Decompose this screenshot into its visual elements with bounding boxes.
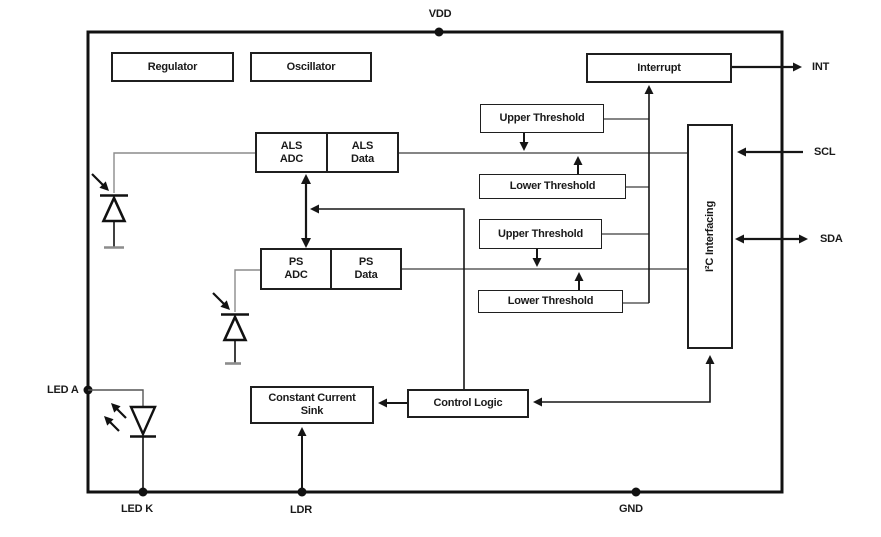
ps-lower-threshold-label: Lower Threshold xyxy=(507,295,594,307)
interrupt-arrowhead xyxy=(645,85,654,94)
scl-arrowhead xyxy=(737,148,746,157)
ps-light-arrow-line xyxy=(213,293,225,305)
led-anode-wire xyxy=(88,390,143,407)
ldr-pin-label: LDR xyxy=(290,504,313,516)
sda-left-arrowhead xyxy=(735,235,744,244)
ldr-arrowhead xyxy=(298,427,307,436)
threshold-arrowheads xyxy=(520,142,584,281)
control-logic-feedback-wire xyxy=(317,209,464,389)
i2c-interfacing-label: I²C Interfacing xyxy=(703,201,716,272)
oscillator-block xyxy=(250,52,372,82)
ps-upper-threshold-label: Upper Threshold xyxy=(497,227,583,240)
control-logic-block xyxy=(407,389,529,418)
regulator-label: Regulator xyxy=(147,60,198,73)
als-data-cell xyxy=(326,134,397,171)
led-k-pin-label: LED K xyxy=(121,503,154,515)
sink-arrowhead xyxy=(378,399,387,408)
ps-block xyxy=(260,248,402,290)
als-adc-label-line2: ADC xyxy=(279,152,304,165)
gnd-pin-dot xyxy=(632,488,641,497)
control-logic-arrowhead xyxy=(533,398,542,407)
constant-current-sink-block xyxy=(250,386,374,424)
ps-adc-label-line1: PS xyxy=(288,256,304,268)
i2c-to-control-logic-wire xyxy=(541,363,710,402)
feedback-arrowhead xyxy=(310,205,319,214)
ir-led xyxy=(88,390,156,492)
ps-photodiode-triangle xyxy=(225,317,246,340)
als-lower-threshold-block xyxy=(479,174,626,199)
vdd-pin-dot xyxy=(435,28,444,37)
als-block xyxy=(255,132,399,173)
als-photodiode-wire xyxy=(114,153,256,193)
interrupt-label: Interrupt xyxy=(637,61,681,74)
i2c-bottom-arrowhead xyxy=(706,355,715,364)
ps-adc-cell xyxy=(262,250,330,288)
i2c-interfacing-block xyxy=(687,124,733,349)
ps-lower-threshold-block xyxy=(478,290,623,313)
als-upper-threshold-label: Upper Threshold xyxy=(499,112,585,124)
ps-photodiode xyxy=(213,270,261,364)
gnd-pin-label: GND xyxy=(619,503,643,515)
als-upper-threshold-block xyxy=(480,104,604,133)
ps-data-label-line2: Data xyxy=(354,269,378,281)
ps-upper-arrowhead xyxy=(533,258,542,267)
als-photodiode xyxy=(92,153,256,248)
ps-data-label-line1: PS xyxy=(358,256,374,268)
als-lower-threshold-label: Lower Threshold xyxy=(509,180,596,192)
led-a-pin-label: LED A xyxy=(47,384,79,396)
sda-pin-label: SDA xyxy=(820,233,843,245)
int-arrowhead xyxy=(793,63,802,72)
ps-adc-label-line2: ADC xyxy=(284,269,308,281)
als-lower-arrowhead xyxy=(574,156,583,165)
als-photodiode-triangle xyxy=(104,198,125,221)
als-adc-label-line1: ALS xyxy=(280,139,303,152)
als-upper-arrowhead xyxy=(520,142,529,151)
ps-upper-threshold-block xyxy=(479,219,602,249)
interrupt-block xyxy=(586,53,732,83)
sda-right-arrowhead xyxy=(799,235,808,244)
als-data-label-line1: ALS xyxy=(351,139,374,152)
scl-pin-label: SCL xyxy=(814,146,836,158)
data-wires xyxy=(399,119,687,303)
led-triangle xyxy=(131,407,155,434)
regulator-block xyxy=(111,52,234,82)
ps-data-cell xyxy=(330,250,400,288)
constant-current-sink-line2: Sink xyxy=(300,405,324,417)
oscillator-label: Oscillator xyxy=(286,60,336,73)
control-logic-label: Control Logic xyxy=(433,397,503,409)
int-pin-label: INT xyxy=(812,61,830,73)
als-light-arrow-line xyxy=(92,174,104,186)
ps-lower-arrowhead xyxy=(575,272,584,281)
led-emission-arrow1-line xyxy=(116,408,126,418)
ic-boundary xyxy=(88,32,782,492)
als-data-label-line2: Data xyxy=(350,152,375,165)
constant-current-sink-line1: Constant Current xyxy=(268,392,356,404)
als-ps-down-arrowhead xyxy=(301,238,311,248)
ps-photodiode-wire xyxy=(235,270,261,312)
vdd-pin-label: VDD xyxy=(428,8,452,20)
threshold-arrows xyxy=(524,133,579,290)
als-ps-up-arrowhead xyxy=(301,174,311,184)
als-adc-cell xyxy=(257,134,326,171)
led-emission-arrow2-line xyxy=(109,421,119,431)
